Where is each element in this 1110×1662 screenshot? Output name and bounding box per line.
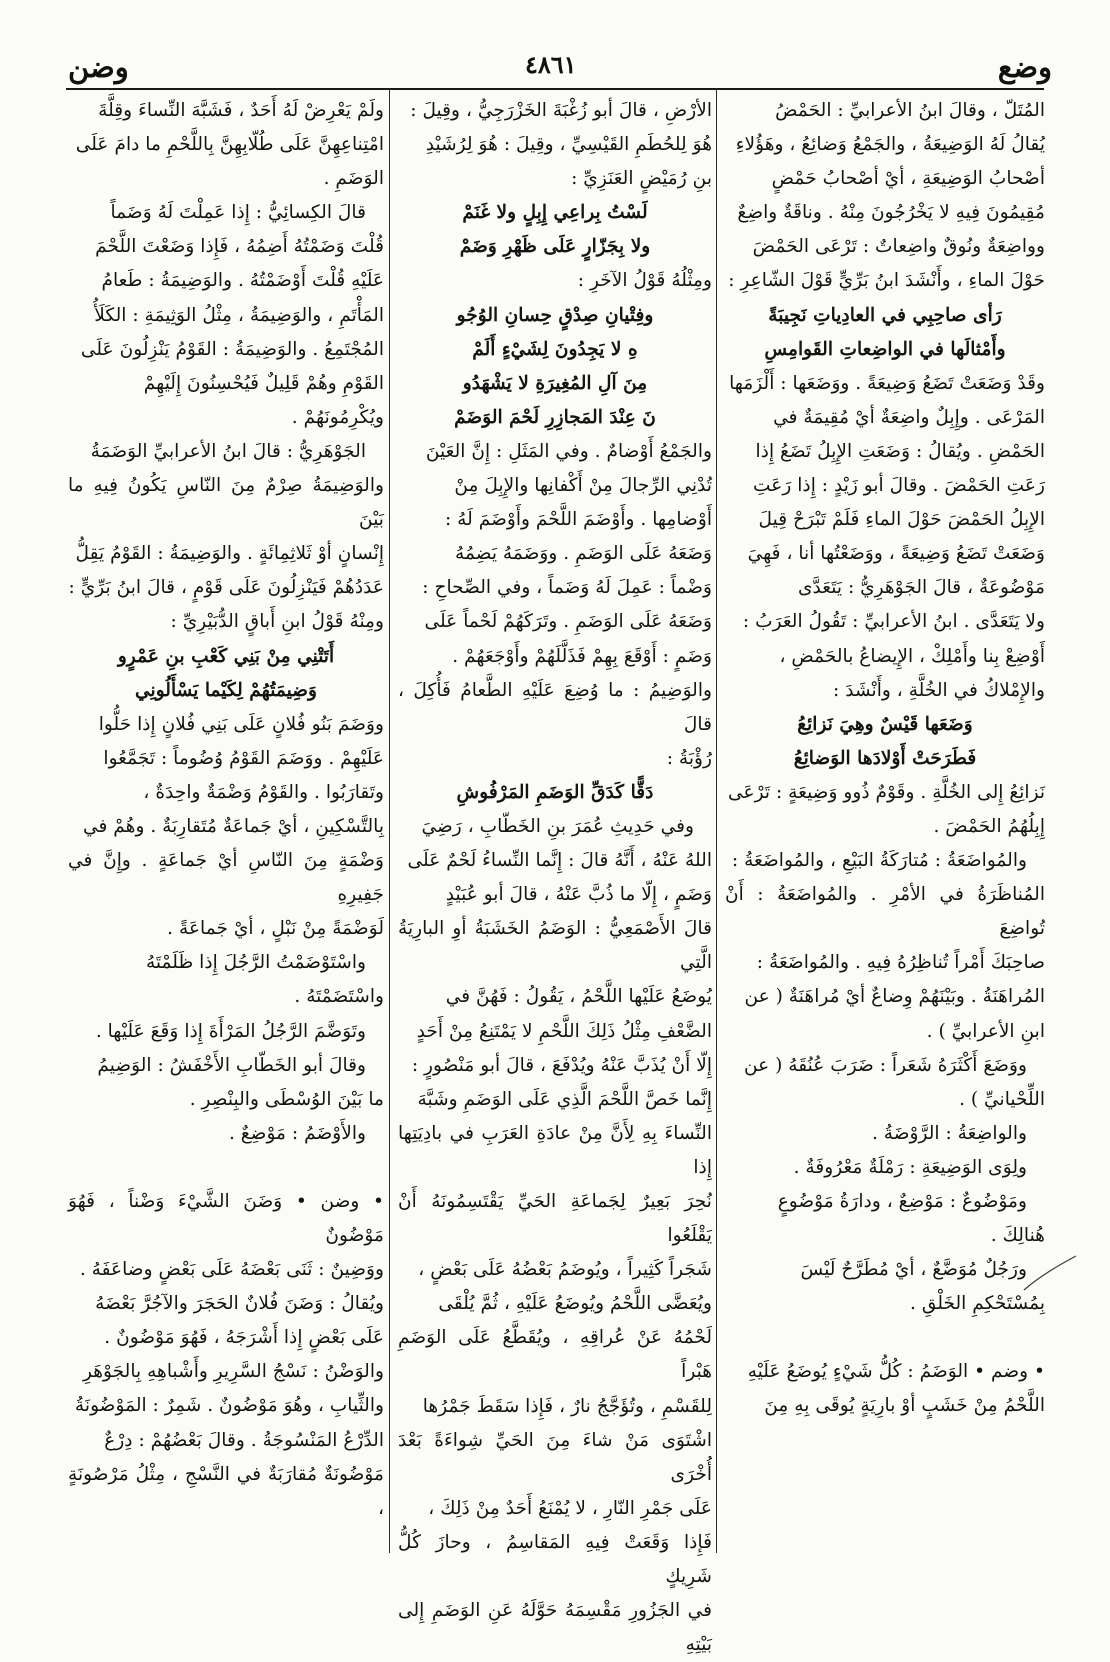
- text-line: ابنِ الأعرابيِّ ) .: [926, 1020, 1045, 1042]
- text-line: وقالَ أبو الخَطّابِ الأَخْفَشُ : الوَضِيمُ: [97, 1054, 366, 1076]
- text-line: وَضَمٍ : أَوْقَعَ بِهِمْ فَذَلَّلَهُمْ وأَوْجَعَهُمْ .: [452, 645, 712, 667]
- text-line: رُؤْبَةُ :: [666, 747, 712, 769]
- text-line: وقَدْ وَضَعَتْ تَضَعُ وَضِيعَةً . ووَضَعَها : أَلْزَمَها: [729, 372, 1045, 394]
- text-line: ووَضِينٌ : ثَنَى بَعْضَهُ عَلَى بَعْضٍ وضاعَفَهُ .: [79, 1259, 384, 1281]
- text-line: المُراهَنَةُ . وبَيْنَهُمْ وِضاعٌ أيْ مُراهَنَةٌ ( عن: [744, 986, 1045, 1008]
- text-line: امْتِناعِهِنَّ عَلَى طُلّابِهِنَّ بِاللَّحْمِ ما دامَ عَلَى: [75, 134, 384, 156]
- text-line: هُنالِكَ .: [990, 1225, 1045, 1247]
- text-line: المُتَلّ ، وقالَ ابنُ الأعرابيِّ : الحَمْضُ: [775, 100, 1045, 121]
- text-line: والوَضِيمُ : ما وُضِعَ عَلَيْهِ الطَّعامُ فَأُكِلَ ، قالَ: [398, 679, 712, 735]
- text-line: القَوْمِ وهُمْ قَلِيلٌ فَيُحْسِنُونَ إِلَيْهِمْ: [143, 372, 384, 394]
- text-line: والواضِعَةُ : الرَّوْضَةُ .: [871, 1122, 1027, 1144]
- text-line: النِّساءَ بِهِ لِأَنَّ مِنْ عادَةِ العَرَبِ في بادِيَتِها إِذا: [398, 1122, 712, 1178]
- text-line: قالَ الكِسائِيُّ : إِذا عَمِلْتَ لَهُ وَضَماً: [110, 202, 366, 224]
- text-column-middle: [398, 94, 712, 1656]
- text-line: إِنْسانٍ أوْ ثَلاثِمِائَةٍ . والوَضِيمَةُ : القَوْمُ يَقِلُّ: [75, 543, 384, 565]
- text-line: وفِتْيانِ صِدْقٍ حِسانِ الوُجُو: [456, 304, 654, 326]
- text-line: مُقِيمُونَ فِيهِ لا يَخْرُجُونَ مِنْهُ . وناقَةٌ واضِعٌ: [737, 202, 1045, 224]
- text-line: رَعَتِ الحَمْضَ . وقالَ أبو زَيْدٍ : إِذا رَعَتِ: [753, 475, 1045, 497]
- text-line: اللِّحْيانيِّ ) .: [959, 1088, 1045, 1110]
- column-divider-left: [389, 90, 390, 1553]
- text-line: المُناظَرَةُ في الأمْرِ . والمُواضَعَةُ : أَنْ تُواضِعَ: [725, 884, 1045, 940]
- handwritten-mark: [1022, 1252, 1078, 1292]
- text-line: قالَ الأَصْمَعِيُّ : الوَضَمُ الخَشَبَةُ أوِ البارِيَةُ الَّتِي: [398, 918, 712, 974]
- text-line: لِلقَسْمِ ، وتُؤَجَّجُ نارٌ ، فَإِذا سَقَطَ جَمْرُها: [422, 1395, 712, 1417]
- text-line: قُلْتَ وَضَمْتُهُ أَضِمُهُ ، فَإِذا وَضَعْتَ اللَّحْمَ: [95, 236, 384, 258]
- text-line: عَلَيْهِمْ . ووَضَمَ القَوْمُ وُضُوماً : تَجَمَّعُوا: [103, 747, 384, 769]
- text-line: الإِبِلُ الحَمْضَ حَوْلَ الماءِ فَلَمْ تَبْرَحْ قِيلَ: [758, 509, 1045, 531]
- text-line: وَضْمَةٍ مِنَ النّاسِ أيْ جَماعَةٍ . وإِنَّ في جَفِيرِهِ: [68, 850, 384, 906]
- text-column-right: [725, 94, 1045, 1554]
- text-line: والجَمْعُ أَوْضامٌ . وفي المَثَلِ : إِنَّ العَيْنَ: [425, 440, 712, 462]
- text-line: نَ عِنْدَ المَجازِرِ لَحْمَ الوَضَمْ: [454, 406, 656, 428]
- text-line: وَضَعَهُ عَلَى الوَضَمِ . ووَضَمَهُ يَضِمُهُ: [455, 543, 712, 565]
- text-line: ويُقالُ : وَضَنَ فُلانٌ الحَجَرَ والآجُرَّ بَعْضَهُ: [95, 1293, 384, 1315]
- text-line: [725, 1321, 1045, 1355]
- text-line: اللهُ عَنْهُ ، أَنَّهُ قالَ : إِنَّما النِّساءُ لَحْمٌ عَلَى: [407, 850, 712, 872]
- text-line: إِنَّما خَصَّ اللَّحْمَ الَّذِي عَلَى الوَضَمِ وشَبَّهَ: [417, 1088, 712, 1110]
- text-line: تُدْنِي الرِّجالَ مِنْ أَكْفانِها والإِبِلَ مِنْ: [454, 475, 712, 497]
- text-line: أَوْضامِها . وأَوْضَمَ اللَّحْمَ وأَوْضَمَ لَهُ :: [444, 509, 712, 531]
- text-line: فَطَرَحَتْ أَوْلادَها الوَضائِعُ: [793, 747, 977, 769]
- text-line: والثِّيابِ ، وهُوَ مَوْضُونٌ . شَمِرٌ : المَوْضُونَةُ: [74, 1395, 384, 1417]
- text-line: هِ لا يَجِدُونَ لِشَيْءٍ أَلَمْ: [472, 338, 638, 360]
- text-line: أصْحابُ الوَضِيعَةِ ، أيْ أصْحابُ حَمْضٍ: [771, 168, 1045, 190]
- text-line: الوَضَمِ .: [323, 168, 384, 190]
- text-line: مَوْضُوعَةٌ ، قالَ الجَوْهَرِيُّ : يَتَعَدَّى: [797, 577, 1045, 599]
- text-line: هُوَ لِلحُطَمِ القَيْسِيِّ ، وقِيلَ : هُوَ لِرُشَيْدِ: [425, 134, 712, 156]
- text-line: الحَمْضِ . ويُقالُ : وَضَعَتِ الإِبِلُ تَضَعُ إِذا: [755, 440, 1045, 462]
- text-column-left: [68, 94, 384, 1554]
- text-line: اشْتَوَى مَنْ شاءَ مِنَ الحَيِّ شِواءَةً بَعْدَ أُخْرَى: [398, 1429, 712, 1485]
- text-line: ولِوَى الوَضِيعَةِ : رَمْلَةٌ مَعْرُوفَةٌ .: [793, 1156, 1027, 1178]
- text-line: بِمُسْتَحْكِمِ الخَلْقِ .: [910, 1293, 1045, 1315]
- text-line: عَلَيْهِ قُلْتَ أَوْضَمْتُهُ . والوَضِيمَةُ : طَعامُ: [101, 270, 384, 292]
- text-line: عَلَى بَعْضٍ إِذا أَشْرَجَهُ ، فَهُوَ مَوْضُونٌ .: [104, 1327, 384, 1349]
- text-line: المَرْعَى . وإِبِلٌ واضِعَةٌ أيْ مُقِيمَةٌ في: [773, 406, 1045, 428]
- text-line: وفي حَدِيثِ عُمَرَ بنِ الخَطّابِ ، رَضِيَ: [421, 815, 694, 837]
- text-line: المَأْتَمِ ، والوَضِيمَةُ ، مِثْلُ الوَثِيمَةِ : الكَلَأُ: [94, 304, 384, 326]
- text-line: ورَجُلٌ مُوَضَّعٌ ، أيْ مُطَرَّحٌ لَيْسَ: [800, 1259, 1027, 1281]
- text-line: لَحْمُهُ عَنْ عُراقِهِ ، ويُقَطَّعُ عَلَى الوَضَمِ هَبْراً: [398, 1327, 712, 1383]
- header-rule: [66, 88, 1044, 90]
- text-line: • وضن • وَضَنَ الشَّيْءَ وَضْناً ، فَهُوَ مَوْضُونٌ: [68, 1190, 384, 1246]
- header-entry-word-right: وضع: [997, 50, 1052, 84]
- text-line: ووَضَمَ بَنُو فُلانٍ عَلَى بَنِي فُلانٍ إِذا حَلُّوا: [98, 713, 384, 735]
- page-number: ٤٨٦١: [525, 50, 577, 79]
- text-line: أَوْضِعْ بِنا وأَمْلِكْ ، الإِيضاعُ بالحَمْضِ ،: [779, 645, 1045, 667]
- text-line: مِنَ آلِ المُغِيرَةِ لا يَشْهَدُو: [462, 372, 648, 394]
- text-line: وَضَعَها قَيْسٌ وهِيَ نَزائِعُ: [797, 713, 973, 735]
- text-line: نُحِرَ بَعِيرٌ لِجَماعَةِ الحَيِّ يَقْتَسِمُونَهُ أَنْ يَقْلَعُوا: [398, 1191, 712, 1247]
- text-line: ومِنْهُ قَوْلُ ابنِ أَباقٍ الدُّبَيْرِيِّ :: [170, 611, 384, 633]
- text-line: إِبِلُهُمُ الحَمْضَ .: [933, 815, 1045, 837]
- text-line: ومِثْلُهُ قَوْلُ الآخَرِ :: [577, 270, 712, 292]
- text-line: بِالتَّسْكِينِ ، أيْ جَماعَةٌ مُتَقارِبَةٌ . وهُمْ في: [82, 815, 384, 837]
- column-divider-right: [716, 90, 717, 1553]
- text-line: نَزائِعُ إِلى الخُلَّةِ . وقَوْمٌ ذُوو وَضِيعَةٍ : تَرْعَى: [728, 781, 1045, 803]
- text-line: المُجْتَمِعُ . والوَضِيمَةُ : القَوْمُ يَنْزِلُونَ عَلَى: [80, 338, 384, 360]
- text-line: عَدَدُهُمْ فَيَنْزِلُونَ عَلَى قَوْمٍ ، قالَ ابنُ بَرِّيٍّ :: [68, 577, 384, 599]
- text-line: وَضَعَهُ عَلَى الوَضَمِ . وتَرَكَهُمْ لَحْماً عَلَى: [424, 611, 712, 633]
- text-line: إِلّا أَنْ يُذَبَّ عَنْهُ ويُدْفَعَ ، قالَ أبو مَنْصُورٍ :: [411, 1054, 712, 1076]
- text-line: لَسْتُ بِراعِي إِبِلٍ ولا غَنَمْ: [462, 202, 648, 224]
- text-line: مَوْضُونَةٌ مُقارَبَةٌ في النَّسْجِ ، مِثْلُ مَرْصُونَةٍ ،: [68, 1463, 384, 1519]
- text-line: اللَّحْمُ مِنْ خَشَبٍ أوْ بارِيَةٍ يُوقَى بِهِ مِنَ: [764, 1395, 1045, 1417]
- text-line: رَأى صاحِبِي في العادِياتِ نَجِيبَةً: [768, 304, 1002, 326]
- text-line: واسْتَوْضَمْتُ الرَّجُلَ إِذا ظَلَمْتَهُ: [145, 952, 366, 974]
- text-line: والإِمْلاكُ في الخُلَّةِ ، وأَنْشَدَ :: [833, 679, 1045, 701]
- text-line: ومَوْضُوعٌ : مَوْضِعٌ ، ودارَةُ مَوْضُوعٍ: [777, 1191, 1027, 1212]
- text-line: والأَوْضَمُ : مَوْضِعٌ .: [228, 1122, 366, 1144]
- text-line: عَلَى جَمْرِ النّارِ ، لا يُمْنَعُ أَحَدٌ مِنْ ذَلِكَ ،: [428, 1497, 712, 1519]
- text-line: فَإِذا وَقَعَتْ فِيهِ المَقاسِمُ ، وحازَ كُلُّ شَرِيكٍ: [398, 1531, 712, 1588]
- text-line: وَضَعَتْ تَضَعُ وَضِيعَةً ، ووَضَعْتُها أنا ، فَهِيَ: [747, 543, 1045, 565]
- text-line: وأَمْثالَها في الواضِعاتِ القَوامِسِ: [764, 338, 1006, 360]
- text-line: ما بَيْنَ الوُسْطَى والبِنْصِرِ .: [189, 1088, 384, 1110]
- text-line: يُقالُ لَهُ الوَضِيعَةُ ، والجَمْعُ وَضائِعُ ، وهَؤُلاءِ: [735, 134, 1045, 156]
- text-line: دَقًّا كَدَقِّ الوَضَمِ المَرْفُوشِ: [456, 781, 654, 803]
- text-line: في الجَزُورِ مَقْسِمَهُ حَوَّلَهُ عَنِ الوَضَمِ إِلى بَيْتِهِ: [398, 1600, 712, 1656]
- text-line: وتَوَضَّمَ الرَّجُلُ المَرْأَةَ إِذا وَقَعَ عَلَيْها .: [95, 1020, 366, 1042]
- text-line: أَتَتْنِي مِنْ بَنِي كَعْبِ بنِ عَمْرٍو: [117, 645, 335, 667]
- text-line: ويُكْرِمُونَهُمْ .: [291, 406, 384, 428]
- text-line: الجَوْهَرِيُّ : قالَ ابنُ الأعرابيِّ الوَضَمَةُ: [90, 440, 366, 462]
- text-line: لَوَضْمَةً مِنْ نَبْلٍ ، أيْ جَماعَةً .: [167, 918, 384, 940]
- text-line: الدِّرْعُ المَنْسُوجَةُ . وقالَ بَعْضُهُمْ : دِرْعٌ: [104, 1429, 384, 1451]
- text-line: والوَضْنُ : نَسْجُ السَّرِيرِ وأَشْباهِهِ بِالجَوْهَرِ: [82, 1361, 384, 1383]
- header-entry-word-left: وضن: [68, 50, 129, 84]
- text-line: وتَقارَبُوا . والقَوْمُ وَضْمَةٌ واحِدَةٌ ،: [143, 781, 384, 803]
- text-line: بنِ رُمَيْضٍ العَنَزِيِّ :: [571, 168, 712, 190]
- text-line: واسْتَضَمْتَهُ .: [294, 986, 384, 1008]
- text-line: ويُعَضَّى اللَّحْمُ ويُوضَعُ عَلَيْهِ ، ثُمَّ يُلْقَى: [438, 1293, 712, 1315]
- text-line: الأرْضِ ، قالَ أبو زُغْبَةَ الخَزْرَجِيُّ ، وقِيلَ :: [410, 100, 712, 121]
- text-line: ولا بِجَزّارٍ عَلَى ظَهْرِ وَضَمْ: [459, 236, 651, 258]
- text-line: يُوضَعُ عَلَيْها اللَّحْمُ ، يَقُولُ : فَهُنَّ في: [445, 986, 712, 1008]
- text-line: وواضِعَةٌ ونُوقٌ واضِعاتٌ : تَرْعَى الحَمْضَ: [752, 236, 1045, 258]
- text-line: شَجَراً كَثِيراً ، ويُوضَمُ بَعْضُهُ عَلَى بَعْضٍ ،: [418, 1259, 712, 1281]
- text-line: حَوْلَ الماءِ ، وأَنْشَدَ ابنُ بَرِّيٍّ قَوْلَ الشّاعِرِ :: [728, 270, 1045, 292]
- text-line: • وضم • الوَضَمُ : كُلُّ شَيْءٍ يُوضَعُ عَلَيْهِ: [747, 1361, 1045, 1383]
- text-line: ولا يَتَعَدَّى . ابنُ الأعرابيِّ : تَقُولُ العَرَبُ :: [742, 611, 1045, 633]
- text-line: صاحِبَكَ أَمْراً تُناظِرُهُ فِيهِ . والمُواضَعَةُ :: [756, 952, 1045, 974]
- text-line: [68, 1151, 384, 1185]
- text-line: ولَمْ يَعْرِضْ لَهُ أَحَدٌ ، فَشَبَّهَ النِّساءَ وقِلَّةَ: [98, 100, 384, 121]
- text-line: وَضَمٍ ، إِلّا ما ذُبَّ عَنْهُ ، قالَ أبو عُبَيْدٍ: [445, 884, 712, 906]
- text-line: والمُواضَعَةُ : مُتارَكَةُ البَيْعِ ، والمُواضَعَةُ :: [731, 850, 1027, 872]
- text-line: الضَّعْفِ مِثْلُ ذَلِكَ اللَّحْمِ لا يَمْتَنِعُ مِنْ أَحَدٍ: [416, 1020, 712, 1042]
- text-line: والوَضِيمَةُ صِرْمٌ مِنَ النّاسِ يَكُونُ فِيهِ ما بَيْنَ: [68, 475, 384, 531]
- text-line: ووَضَعَ أَكْثَرَهُ شَعَراً : ضَرَبَ عُنُقَهُ ( عن: [743, 1054, 1027, 1076]
- text-line: وَضِيمَتُهُمْ لِكَيْما يَسْأَلُونِي: [135, 679, 317, 701]
- text-line: وَضْماً : عَمِلَ لَهُ وَضَماً ، وفي الصِّحاحِ :: [422, 577, 712, 599]
